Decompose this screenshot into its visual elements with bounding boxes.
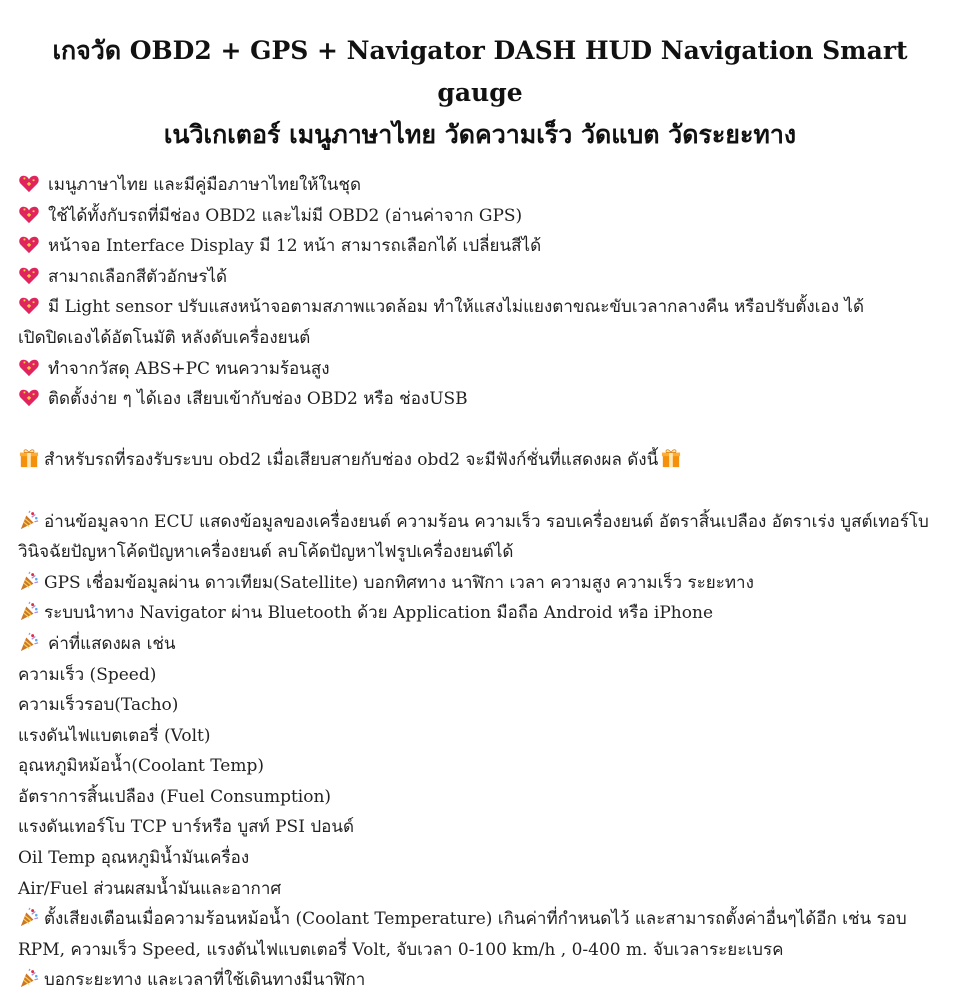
list-item: แรงดันไฟแบตเตอรี่ (Volt) — [18, 725, 211, 746]
feature-text: มี Light sensor ปรับแสงหน้าจอตามสภาพแวดล้อม ทำให้แสงไม่แยงตาขณะขับเวลากลางคืน หรือปรับตั้งเอง ได้ — [48, 297, 864, 318]
feature-list — [18, 170, 942, 415]
list-item: Oil Temp อุณหภูมิน้ำมันเครื่อง — [18, 848, 250, 869]
sparkling-heart-icon — [18, 295, 40, 315]
distance-item — [18, 965, 942, 996]
list-item: อัตราการสิ้นเปลือง (Fuel Consumption) — [18, 786, 332, 807]
values-heading: ค่าที่แสดงผล เช่น — [48, 633, 176, 654]
obd2-intro — [18, 445, 942, 476]
alarm-item — [18, 904, 942, 965]
gift-icon — [660, 448, 682, 468]
party-popper-icon — [18, 601, 40, 621]
function-list — [18, 507, 942, 660]
list-item — [18, 568, 942, 599]
list-item — [18, 262, 942, 293]
function-text: GPS เชื่อมข้อมูลผ่าน ดาวเทียม(Satellite) บอกทิศทาง นาฬิกา เวลา ความสูง ความเร็ว ระยะทาง — [44, 572, 754, 593]
list-item — [18, 629, 942, 660]
list-item: แรงดันเทอร์โบ TCP บาร์หรือ บูสท์ PSI ปอนด์ — [18, 817, 354, 838]
list-item — [18, 507, 942, 568]
title-line-2: เนวิเกเตอร์ เมนูภาษาไทย วัดความเร็ว วัดแบต วัดระยะทาง — [163, 120, 797, 149]
feature-text: ติดตั้งง่าย ๆ ได้เอง เสียบเข้ากับช่อง OBD2 หรือ ช่องUSB — [48, 389, 468, 410]
list-item — [18, 384, 942, 415]
spacer — [18, 415, 942, 446]
distance-text: บอกระยะทาง และเวลาที่ใช้เดินทางมีนาฬิกา — [44, 970, 366, 991]
sparkling-heart-icon — [18, 357, 40, 377]
feature-text: ทำจากวัสดุ ABS+PC ทนความร้อนสูง — [48, 358, 330, 379]
list-item: ความเร็ว (Speed) — [18, 664, 157, 685]
gift-icon — [18, 448, 40, 468]
party-popper-icon — [18, 968, 40, 988]
obd2-intro-text: สำหรับรถที่รองรับระบบ obd2 เมื่อเสียบสายกับช่อง obd2 จะมีฟังก์ชั่นที่แสดงผล ดังนี้ — [44, 450, 659, 471]
function-text: อ่านข้อมูลจาก ECU แสดงข้อมูลของเครื่องยนต์ ความร้อน ความเร็ว รอบเครื่องยนต์ อัตราสิ้นเปลือง อัตราเร่ง บูสต์เทอร์โบ วินิจฉัยปัญหาโค้ดปัญหาเครื่องยนต์ ลบโค้ดปัญหาไฟรูปเครื่องยนต์ได้ — [18, 511, 929, 563]
party-popper-icon — [18, 571, 40, 591]
list-item — [18, 231, 942, 262]
sparkling-heart-icon — [18, 173, 40, 193]
sparkling-heart-icon — [18, 234, 40, 254]
alarm-text: ตั้งเสียงเตือนเมื่อความร้อนหม้อน้ำ (Coolant Temperature) เกินค่าที่กำหนดไว้ และสามารถตั้งค่าอื่นๆได้อีก เช่น รอบ RPM, ความเร็ว Speed, แรงดันไฟแบตเตอรี่ Volt, จับเวลา 0-100 km/h , 0-400 m. จับเวลาระยะเบรค — [18, 909, 907, 960]
list-item — [18, 201, 942, 232]
values-list — [18, 660, 942, 905]
list-item — [18, 598, 942, 629]
list-item: อุณหภูมิหม้อน้ำ(Coolant Temp) — [18, 756, 264, 777]
spacer — [18, 476, 942, 507]
feature-text: หน้าจอ Interface Display มี 12 หน้า สามารถเลือกได้ เปลี่ยนสีได้ — [48, 236, 542, 257]
feature-text: สามาถเลือกสีตัวอักษรได้ — [48, 266, 228, 287]
sparkling-heart-icon — [18, 387, 40, 407]
list-item — [18, 354, 942, 385]
auto-power-text: เปิดปิดเองได้อัตโนมัติ หลังดับเครื่องยนต์ — [18, 327, 311, 348]
feature-text: ใช้ได้ทั้งกับรถที่มีช่อง OBD2 และไม่มี OBD2 (อ่านค่าจาก GPS) — [48, 205, 523, 226]
function-text: ระบบนำทาง Navigator ผ่าน Bluetooth ด้วย Application มือถือ Android หรือ iPhone — [44, 603, 714, 624]
list-item: ความเร็วรอบ(Tacho) — [18, 695, 179, 716]
page-title — [18, 30, 942, 156]
title-line-1: เกจวัด OBD2 + GPS + Navigator DASH HUD Navigation Smart gauge — [52, 36, 908, 107]
party-popper-icon — [18, 510, 40, 530]
party-popper-icon — [18, 907, 40, 927]
list-item — [18, 292, 942, 323]
sparkling-heart-icon — [18, 265, 40, 285]
feature-text: เมนูภาษาไทย และมีคู่มือภาษาไทยให้ในชุด — [48, 175, 361, 195]
party-popper-icon — [18, 632, 40, 652]
sparkling-heart-icon — [18, 204, 40, 224]
list-item: Air/Fuel ส่วนผสมน้ำมันและอากาศ — [18, 878, 282, 899]
list-item — [18, 170, 942, 201]
